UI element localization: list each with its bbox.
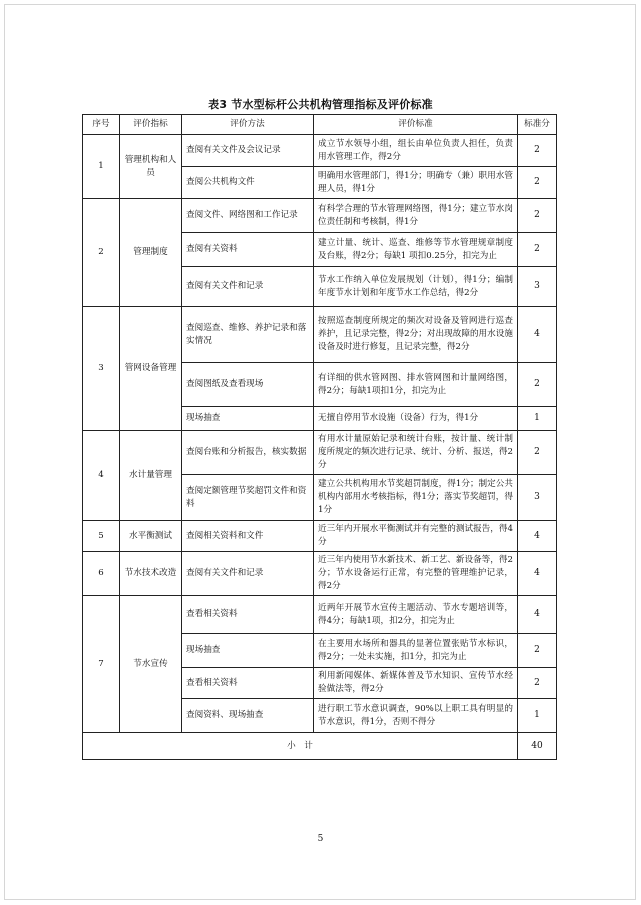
total-row xyxy=(83,733,557,760)
score-cell: 1 xyxy=(518,407,557,431)
score-cell: 2 xyxy=(518,199,557,233)
table-row xyxy=(83,596,557,634)
method-cell: 查阅定额管理节奖超罚文件和资料 xyxy=(182,475,314,521)
score-cell: 2 xyxy=(518,363,557,407)
standard-cell: 按照巡查制度所规定的频次对设备及管网进行巡查养护，且记录完整，得2分；对出现故障的用水设施设备及时进行修复，且记录完整，得2分 xyxy=(314,307,518,363)
score-cell: 2 xyxy=(518,167,557,199)
method-cell: 现场抽查 xyxy=(182,407,314,431)
row-number: 3 xyxy=(83,307,120,431)
evaluation-table xyxy=(82,114,557,760)
indicator-cell: 管理机构和人员 xyxy=(120,135,182,199)
total-score: 40 xyxy=(518,733,557,760)
header-no: 序号 xyxy=(83,115,120,135)
header-standard: 评价标准 xyxy=(314,115,518,135)
method-cell: 查阅资料、现场抽查 xyxy=(182,699,314,733)
page-number: 5 xyxy=(317,834,324,844)
method-cell: 查阅有关文件和记录 xyxy=(182,552,314,596)
method-cell: 查阅巡查、维修、养护记录和落实情况 xyxy=(182,307,314,363)
method-cell: 查阅台账和分析报告，核实数据 xyxy=(182,431,314,475)
score-cell: 2 xyxy=(518,634,557,668)
header-method: 评价方法 xyxy=(182,115,314,135)
standard-cell: 近三年内使用节水新技术、新工艺、新设备等，得2分；节水设备运行正常，有完整的管理维护记录，得2分 xyxy=(314,552,518,596)
standard-cell: 近两年开展节水宣传主题活动、节水专题培训等，得4分；每缺1项，扣2分，扣完为止 xyxy=(314,596,518,634)
total-label: 小 计 xyxy=(83,733,518,760)
row-number: 2 xyxy=(83,199,120,307)
method-cell: 查阅相关资料和文件 xyxy=(182,521,314,552)
table-row xyxy=(83,552,557,596)
score-cell: 4 xyxy=(518,552,557,596)
header-score: 标准分 xyxy=(518,115,557,135)
score-cell: 2 xyxy=(518,135,557,167)
method-cell: 查阅有关文件和记录 xyxy=(182,267,314,307)
score-cell: 2 xyxy=(518,668,557,699)
table-caption: 表3 节水型标杆公共机构管理指标及评价标准 xyxy=(208,98,433,111)
row-number: 4 xyxy=(83,431,120,521)
method-cell: 查阅图纸及查看现场 xyxy=(182,363,314,407)
table-row xyxy=(83,199,557,233)
standard-cell: 建立计量、统计、巡查、维修等节水管理规章制度及台账，得2分；每缺1 项扣0.25分，扣完为止 xyxy=(314,233,518,267)
row-number: 1 xyxy=(83,135,120,199)
method-cell: 查阅有关文件及会议记录 xyxy=(182,135,314,167)
table-row xyxy=(83,431,557,475)
table-row xyxy=(83,307,557,363)
score-cell: 3 xyxy=(518,475,557,521)
method-cell: 查阅文件、网络图和工作记录 xyxy=(182,199,314,233)
standard-cell: 有科学合理的节水管理网络图，得1分；建立节水岗位责任制和考核制，得1分 xyxy=(314,199,518,233)
indicator-cell: 节水技术改造 xyxy=(120,552,182,596)
row-number: 6 xyxy=(83,552,120,596)
standard-cell: 近三年内开展水平衡测试并有完整的测试报告，得4分 xyxy=(314,521,518,552)
standard-cell: 无擅自停用节水设施（设备）行为，得1分 xyxy=(314,407,518,431)
score-cell: 4 xyxy=(518,521,557,552)
standard-cell: 利用新闻媒体、新媒体普及节水知识、宣传节水经验做法等，得2分 xyxy=(314,668,518,699)
standard-cell: 在主要用水场所和器具的显著位置张贴节水标识，得2分；一处未实施，扣1分，扣完为止 xyxy=(314,634,518,668)
standard-cell: 建立公共机构用水节奖超罚制度，得1分；制定公共机构内部用水考核指标，得1分；落实节奖超罚，得1分 xyxy=(314,475,518,521)
indicator-cell: 水平衡测试 xyxy=(120,521,182,552)
method-cell: 现场抽查 xyxy=(182,634,314,668)
standard-cell: 节水工作纳入单位发展规划（计划），得1分；编制年度节水计划和年度节水工作总结，得2分 xyxy=(314,267,518,307)
indicator-cell: 管网设备管理 xyxy=(120,307,182,431)
table-body xyxy=(83,135,557,733)
method-cell: 查阅公共机构文件 xyxy=(182,167,314,199)
method-cell: 查看相关资料 xyxy=(182,596,314,634)
indicator-cell: 节水宣传 xyxy=(120,596,182,733)
score-cell: 2 xyxy=(518,431,557,475)
row-number: 7 xyxy=(83,596,120,733)
score-cell: 3 xyxy=(518,267,557,307)
standard-cell: 明确用水管理部门，得1分；明确专（兼）职用水管理人员，得1分 xyxy=(314,167,518,199)
score-cell: 4 xyxy=(518,307,557,363)
score-cell: 2 xyxy=(518,233,557,267)
table-row xyxy=(83,135,557,167)
header-row xyxy=(83,115,557,135)
method-cell: 查看相关资料 xyxy=(182,668,314,699)
standard-cell: 有用水计量原始记录和统计台账，按计量、统计制度所规定的频次进行记录、统计、分析、报送，得2分 xyxy=(314,431,518,475)
standard-cell: 成立节水领导小组，组长由单位负责人担任，负责用水管理工作，得2分 xyxy=(314,135,518,167)
indicator-cell: 水计量管理 xyxy=(120,431,182,521)
score-cell: 4 xyxy=(518,596,557,634)
method-cell: 查阅有关资料 xyxy=(182,233,314,267)
table-row xyxy=(83,521,557,552)
standard-cell: 有详细的供水管网图、排水管网图和计量网络图，得2分；每缺1项扣1分，扣完为止 xyxy=(314,363,518,407)
score-cell: 1 xyxy=(518,699,557,733)
standard-cell: 进行职工节水意识调查，90%以上职工具有明显的节水意识，得1分，否则不得分 xyxy=(314,699,518,733)
indicator-cell: 管理制度 xyxy=(120,199,182,307)
header-indicator: 评价指标 xyxy=(120,115,182,135)
row-number: 5 xyxy=(83,521,120,552)
